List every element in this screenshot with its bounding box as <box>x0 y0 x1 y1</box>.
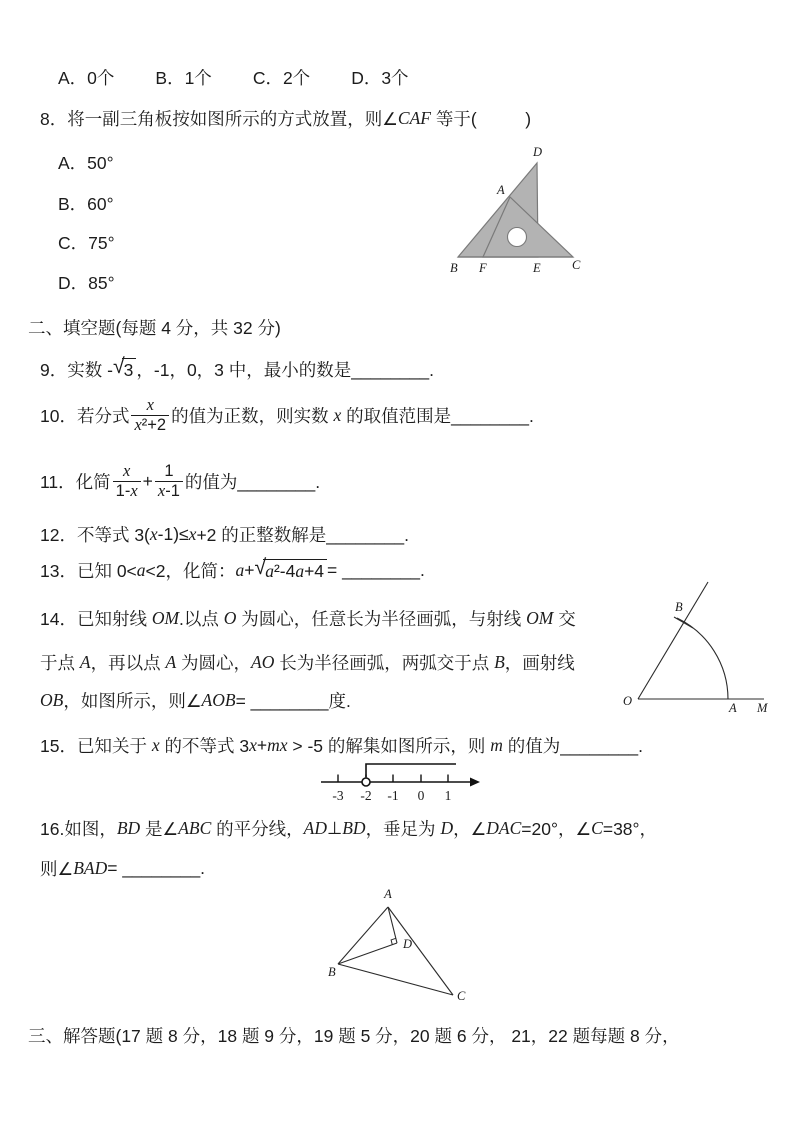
q8-option-c: C．75° <box>58 233 115 253</box>
q14-l2-b: A <box>79 652 91 672</box>
q14-l3-b: ，如图所示，则∠ <box>63 691 202 711</box>
question-10 <box>40 396 534 435</box>
q16-l1-a: 16.如图， <box>40 819 117 839</box>
q14-l2-f: AO <box>251 652 275 672</box>
q16-label-d: D <box>403 937 413 951</box>
q8-label-c: C <box>572 258 581 272</box>
q11-f1d-b: x <box>130 480 138 500</box>
q14-l1-b: OM <box>151 608 180 628</box>
q11-plus: + <box>142 470 153 491</box>
q13-var2: a <box>235 560 245 580</box>
question-16-line1 <box>40 816 657 841</box>
q11-text-pre: 11．化简 <box>40 471 111 492</box>
q14-l1-d: O <box>223 608 237 628</box>
q16-l2-a: 则∠ <box>40 859 74 879</box>
q13-radical <box>254 555 327 582</box>
q8-label-e: E <box>533 261 541 275</box>
q13-radicand <box>263 559 327 581</box>
q11-fraction-2 <box>155 462 183 501</box>
q11-f1d-a: 1- <box>115 481 131 500</box>
q13-rad-c: a <box>295 561 305 582</box>
q8-label-d: D <box>533 145 543 159</box>
q10-text-pre: 10．若分式 <box>40 405 130 426</box>
q12-var1: x <box>149 524 158 544</box>
q14-l3-c: AOB <box>201 690 236 710</box>
tick-label: -2 <box>360 788 372 803</box>
q16-l1-c: 是∠ <box>140 819 179 839</box>
q12-var2: x <box>188 524 197 544</box>
q16-triangle-figure <box>318 888 493 1013</box>
q10-den-rest: ²+2 <box>141 415 167 434</box>
q15-a: 15．已知关于 <box>40 736 152 756</box>
q14-arc-cross-mark <box>674 617 693 628</box>
q11-f2-den <box>155 481 183 501</box>
q10-den-var: x <box>134 414 142 434</box>
q14-ray-ob <box>638 582 708 699</box>
option-c: C．2个 <box>252 68 311 88</box>
q16-l1-k: ，∠ <box>453 819 487 839</box>
q16-l1-i: ，垂足为 <box>365 819 441 839</box>
q16-l1-h: BD <box>342 818 366 838</box>
tick-label: 0 <box>417 788 425 803</box>
q10-text-mid: 的值为正数，则实数 <box>171 405 334 426</box>
q14-label-o: O <box>623 694 633 708</box>
q12-text-post: +2 的正整数解是________. <box>196 525 409 545</box>
q16-label-b: B <box>328 965 336 979</box>
q10-text-post: 的取值范围是________. <box>341 405 534 426</box>
q9-radical <box>112 354 136 381</box>
q16-l2-c: = ________. <box>107 858 206 878</box>
q15-number-line-figure <box>315 752 485 807</box>
q10-var: x <box>333 404 342 425</box>
q8-label-f: F <box>479 261 487 275</box>
axis-arrowhead <box>470 778 480 787</box>
q8-option-b: B．60° <box>58 194 114 214</box>
q16-l1-g: ⊥ <box>326 818 343 838</box>
q16-label-c: C <box>457 989 466 1003</box>
tick-label: 1 <box>444 788 452 803</box>
option-a: A．0个 <box>58 68 115 88</box>
q8-set-squares-figure <box>440 140 600 280</box>
question-8-stem <box>40 106 531 131</box>
q14-l3-a: OB <box>40 690 64 710</box>
q11-f1-num: x <box>123 461 131 480</box>
radical-sign: √ <box>112 354 125 379</box>
option-b: B．1个 <box>155 68 212 88</box>
q11-text-post: 的值为________. <box>184 471 321 492</box>
q9-text-pre: 9．实数 - <box>40 360 113 380</box>
q8-option-a: A．50° <box>58 153 114 173</box>
q8-label-a: A <box>497 183 505 197</box>
q14-l1-c: .以点 <box>179 609 224 629</box>
q13-text-mid: <2，化简： <box>145 561 236 581</box>
q12-text-pre: 12．不等式 3( <box>40 525 150 545</box>
question-11 <box>40 462 320 501</box>
question-14-line3 <box>40 688 351 713</box>
question-9 <box>40 354 435 382</box>
q16-l2-b: BAD <box>73 858 108 878</box>
tick-label: -3 <box>332 788 344 803</box>
q15-f: mx <box>267 735 288 755</box>
q11-f2-num: 1 <box>164 462 174 480</box>
q13-rad-b: ²-4 <box>273 561 296 582</box>
q14-l2-e: 为圆心， <box>176 653 252 673</box>
section-3-header: 三、解答题(17 题 8 分，18 题 9 分，19 题 5 分，20 题 6 分， 21，22 题每题 8 分， <box>28 1026 680 1046</box>
question-16-line2 <box>40 856 205 881</box>
question-13 <box>40 555 425 583</box>
tick-label: -1 <box>387 788 399 803</box>
q15-g: > -5 的解集如图所示，则 <box>287 736 491 756</box>
q15-b: x <box>151 735 160 755</box>
question-14-line1 <box>40 606 576 631</box>
q11-f2d-a: x <box>157 480 166 500</box>
radical-sign: √ <box>254 555 267 580</box>
q15-h: m <box>490 735 503 755</box>
question-12 <box>40 522 409 547</box>
q11-f2d-b: -1 <box>165 481 180 500</box>
q11-fraction-1 <box>113 462 141 501</box>
q8-hole-circle <box>508 228 527 247</box>
question7-options-row <box>58 65 409 90</box>
q14-l1-g: 交 <box>553 609 576 629</box>
q14-l1-f: OM <box>526 608 554 628</box>
q13-plus: + <box>244 560 255 580</box>
q8-text-pre: 8．将一副三角板按如图所示的方式放置，则∠ <box>40 109 398 129</box>
q14-l1-a: 14．已知射线 <box>40 609 152 629</box>
side-ac <box>388 907 453 995</box>
q13-text-pre: 13．已知 0< <box>40 561 137 581</box>
q15-c: 的不等式 3 <box>159 736 250 756</box>
q8-angle-var: CAF <box>397 108 431 128</box>
q10-fraction <box>131 396 169 435</box>
q8-text-post: 等于( ) <box>430 109 532 129</box>
q11-f1-den <box>113 481 141 501</box>
q14-l1-e: 为圆心，任意长为半径画弧，与射线 <box>236 609 527 629</box>
q13-text-post: = ________. <box>327 560 425 580</box>
q15-i: 的值为________. <box>502 736 643 756</box>
q14-l2-a: 于点 <box>40 653 80 673</box>
q15-d: x <box>249 735 257 755</box>
q13-rad-d: +4 <box>304 561 325 582</box>
q14-label-a: A <box>729 701 737 715</box>
q14-l2-i: ，画射线 <box>504 653 575 673</box>
q14-l2-g: 长为半径画弧，两弧交于点 <box>274 653 495 673</box>
q16-l1-n: C <box>591 818 603 838</box>
q14-l2-d: A <box>165 652 177 672</box>
q16-l1-f: AD <box>303 818 327 838</box>
question-14-line2 <box>40 650 575 675</box>
open-circle <box>362 778 370 786</box>
q8-option-d: D．85° <box>58 273 115 293</box>
option-d: D．3个 <box>351 68 409 88</box>
q16-l1-o: =38°， <box>602 819 658 839</box>
q8-label-b: B <box>450 261 458 275</box>
q16-l1-l: DAC <box>486 818 522 838</box>
q14-angle-construction-figure <box>612 580 792 730</box>
q14-label-m: M <box>757 701 768 715</box>
q14-l3-d: = ________度. <box>235 691 351 711</box>
q10-frac-num: x <box>146 395 154 414</box>
q10-frac-den <box>131 415 169 435</box>
q16-l1-j: D <box>440 818 454 838</box>
section-2-header: 二、填空题(每题 4 分，共 32 分) <box>28 318 281 338</box>
q14-l2-h: B <box>494 652 505 672</box>
side-bc <box>338 964 453 995</box>
q16-label-a: A <box>384 887 392 901</box>
q16-l1-m: =20°，∠ <box>521 819 592 839</box>
q16-l1-b: BD <box>116 818 141 838</box>
q16-l1-e: 的平分线， <box>211 819 304 839</box>
q14-arc <box>677 618 728 699</box>
q12-text-mid: -1)≤ <box>157 524 189 544</box>
q13-var1: a <box>136 560 146 580</box>
q14-label-b: B <box>675 600 683 614</box>
q15-e: + <box>256 735 268 755</box>
q9-radicand: 3 <box>122 358 137 380</box>
q14-l2-c: ，再以点 <box>90 653 166 673</box>
solution-ray <box>366 764 456 777</box>
q9-text-post: ，-1，0，3 中，最小的数是________. <box>136 360 435 380</box>
q16-l1-d: ABC <box>178 818 212 838</box>
q13-rad-a: a <box>265 561 274 582</box>
